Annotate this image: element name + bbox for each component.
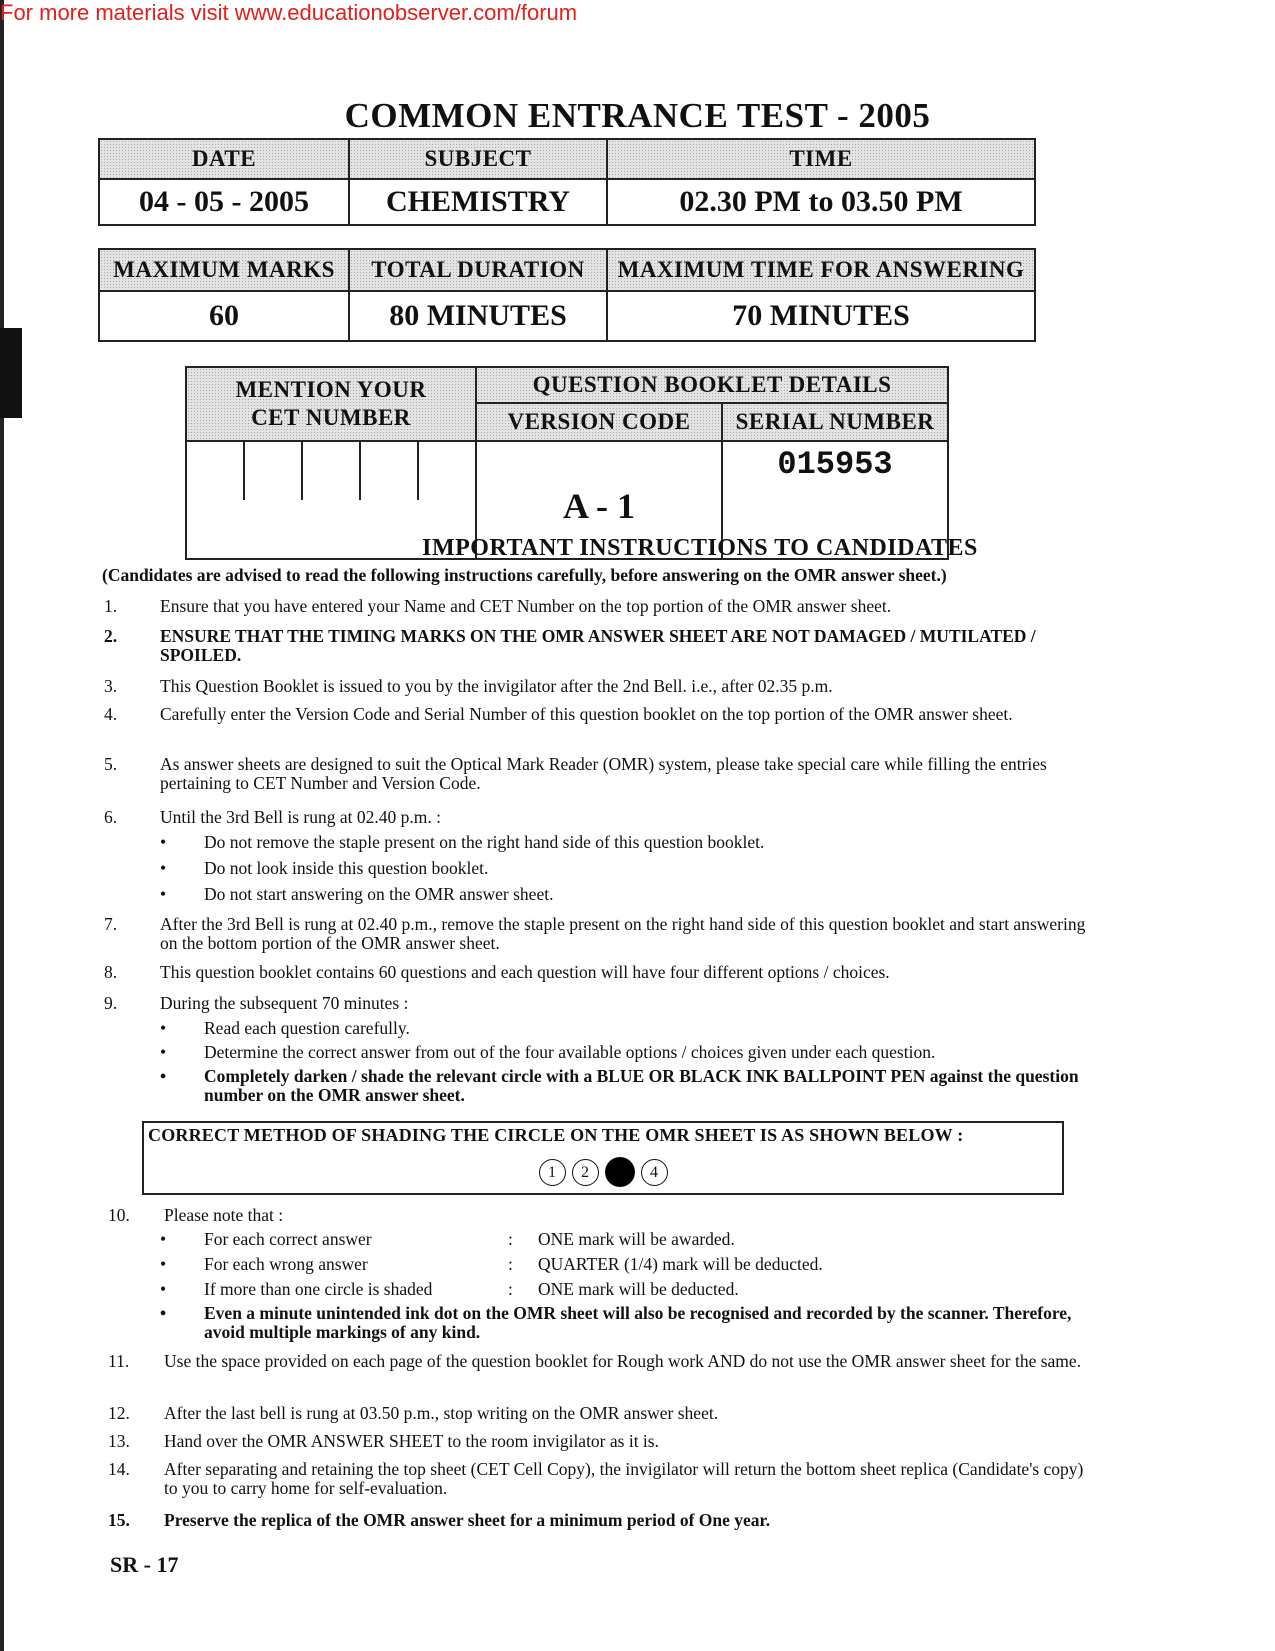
serial-number-value: 015953 xyxy=(722,441,948,559)
bullet-item: • Do not remove the staple present on the right hand side of this question booklet. xyxy=(160,832,765,852)
serial-number-header: SERIAL NUMBER xyxy=(722,403,948,441)
instruction-item: 4. Carefully enter the Version Code and Serial Number of this question booklet on the top portion of the OMR answer sheet. xyxy=(104,704,1013,724)
shading-example-box xyxy=(142,1121,1064,1195)
option-circle-4: 4 xyxy=(641,1159,668,1186)
timing-mark xyxy=(0,328,22,418)
duration-value: 80 MINUTES xyxy=(349,291,607,341)
cet-number-header xyxy=(186,367,476,441)
bullet-item: • Do not look inside this question booklet. xyxy=(160,858,489,878)
subject-value: CHEMISTRY xyxy=(349,179,607,225)
bullet-item: • Do not start answering on the OMR answer sheet. xyxy=(160,884,554,904)
instruction-item: 1. Ensure that you have entered your Name and CET Number on the top portion of the OMR answer sheet. xyxy=(104,596,892,616)
max-marks-header: MAXIMUM MARKS xyxy=(99,249,349,291)
instructions-title: IMPORTANT INSTRUCTIONS TO CANDIDATES xyxy=(422,535,978,561)
subject-header: SUBJECT xyxy=(349,139,607,179)
option-circle-filled xyxy=(605,1157,635,1187)
answer-time-header: MAXIMUM TIME FOR ANSWERING xyxy=(607,249,1035,291)
instruction-item: 9. During the subsequent 70 minutes : xyxy=(104,993,409,1013)
answer-time-value: 70 MINUTES xyxy=(607,291,1035,341)
version-code-header: VERSION CODE xyxy=(476,403,722,441)
marks-duration-table xyxy=(98,248,1036,342)
page-code: SR - 17 xyxy=(110,1552,179,1577)
time-header: TIME xyxy=(607,139,1035,179)
bullet-item: • Even a minute unintended ink dot on the OMR sheet will also be recognised and recorded by the scanner. Therefore, avoid multiple markings of any kind. xyxy=(160,1303,1072,1342)
instruction-item: 15. Preserve the replica of the OMR answer sheet for a minimum period of One year. xyxy=(108,1510,771,1530)
bullet-item: • Completely darken / shade the relevant circle with a BLUE OR BLACK INK BALLPOINT PEN against the question number on the OMR answer sheet. xyxy=(160,1066,1079,1105)
instruction-item: 11. Use the space provided on each page of the question booklet for Rough work AND do not use the OMR answer sheet for the same. xyxy=(108,1351,1082,1371)
instruction-item: 12. After the last bell is rung at 03.50 p.m., stop writing on the OMR answer sheet. xyxy=(108,1403,719,1423)
instruction-item: 5. As answer sheets are designed to suit the Optical Mark Reader (OMR) system, please take special care while filling the entries pertaining to CET Number and Version Code. xyxy=(104,754,1047,793)
bullet-item: • Determine the correct answer from out of the four available options / choices given under each question. xyxy=(160,1042,936,1062)
exam-info-table xyxy=(98,138,1036,226)
booklet-details-header: QUESTION BOOKLET DETAILS xyxy=(476,367,948,403)
instruction-item: 3. This Question Booklet is issued to you by the invigilator after the 2nd Bell. i.e., after 02.35 p.m. xyxy=(104,676,833,696)
time-value: 02.30 PM to 03.50 PM xyxy=(607,179,1035,225)
shading-example-label: CORRECT METHOD OF SHADING THE CIRCLE ON THE OMR SHEET IS AS SHOWN BELOW : xyxy=(148,1125,964,1145)
cet-digit-box[interactable] xyxy=(303,442,361,500)
cet-label-line2: CET NUMBER xyxy=(251,405,411,430)
instruction-item: 14. After separating and retaining the top sheet (CET Cell Copy), the invigilator will return the bottom sheet replica (Candidate's copy) to you to carry home for self-evaluation. xyxy=(108,1459,1084,1498)
instructions-subtitle: (Candidates are advised to read the following instructions carefully, before answering on the OMR answer sheet.) xyxy=(102,565,947,585)
scan-edge xyxy=(0,0,4,1651)
instruction-item: 2. ENSURE THAT THE TIMING MARKS ON THE OMR ANSWER SHEET ARE NOT DAMAGED / MUTILATED / SPOILED. xyxy=(104,626,1036,665)
date-header: DATE xyxy=(99,139,349,179)
page-title: COMMON ENTRANCE TEST - 2005 xyxy=(344,96,931,135)
cet-digit-box[interactable] xyxy=(245,442,303,500)
instruction-item: 7. After the 3rd Bell is rung at 02.40 p.m., remove the staple present on the right hand side of this question booklet and start answering on the bottom portion of the OMR answer sheet. xyxy=(104,914,1086,953)
version-code-value: A - 1 xyxy=(476,441,722,559)
cet-label-line1: MENTION YOUR xyxy=(235,377,427,402)
instruction-item: 10. Please note that : xyxy=(108,1205,284,1225)
option-circle-2: 2 xyxy=(572,1159,599,1186)
shading-example-circles xyxy=(144,1157,1062,1187)
booklet-details-table xyxy=(185,366,949,560)
instruction-item: 13. Hand over the OMR ANSWER SHEET to the room invigilator as it is. xyxy=(108,1431,659,1451)
date-value: 04 - 05 - 2005 xyxy=(99,179,349,225)
bullet-item: • Read each question carefully. xyxy=(160,1018,410,1038)
option-circle-1: 1 xyxy=(539,1159,566,1186)
max-marks-value: 60 xyxy=(99,291,349,341)
duration-header: TOTAL DURATION xyxy=(349,249,607,291)
cet-digit-box[interactable] xyxy=(361,442,419,500)
cet-digit-box[interactable] xyxy=(187,442,245,500)
instruction-item: 6. Until the 3rd Bell is rung at 02.40 p.m. : xyxy=(104,807,441,827)
watermark-text: For more materials visit www.educationobserver.com/forum xyxy=(0,0,578,25)
instruction-item: 8. This question booklet contains 60 questions and each question will have four different options / choices. xyxy=(104,962,890,982)
